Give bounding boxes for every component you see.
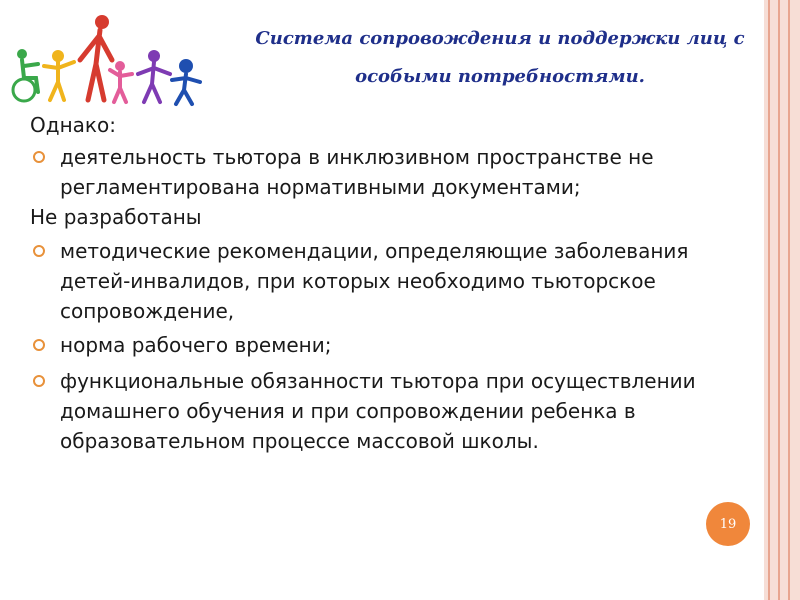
- subheading: Не разработаны: [30, 205, 202, 229]
- intro-text: Однако:: [30, 113, 116, 137]
- title-line-1: Система сопровождения и поддержки лиц с: [255, 28, 745, 49]
- page-number-badge: 19: [706, 502, 750, 546]
- bullet-ring-icon: [33, 339, 45, 351]
- title-line-2: особыми потребностями.: [355, 66, 645, 87]
- bullet-ring-icon: [33, 151, 45, 163]
- frame-line: [788, 0, 790, 600]
- bullet-text: деятельность тьютора в инклюзивном пространстве не регламентирована нормативными документами;: [60, 145, 654, 199]
- bullet-text: норма рабочего времени;: [60, 333, 332, 357]
- bullet-item: [30, 142, 750, 202]
- bullet-ring-icon: [33, 245, 45, 257]
- bullet-item: [30, 236, 750, 326]
- bullet-text: методические рекомендации, определяющие заболевания детей-инвалидов, при которых необходимо тьюторское сопровождение,: [60, 239, 689, 323]
- slide-title: [220, 20, 780, 96]
- slide-body: [30, 110, 750, 456]
- bullet-ring-icon: [33, 375, 45, 387]
- family-figures-logo: [4, 4, 204, 110]
- bullet-item: [30, 366, 750, 456]
- bullet-item: [30, 330, 750, 360]
- bullet-text: функциональные обязанности тьютора при осуществлении домашнего обучения и при сопровождении ребенка в образовательном процессе массовой школы.: [60, 369, 696, 453]
